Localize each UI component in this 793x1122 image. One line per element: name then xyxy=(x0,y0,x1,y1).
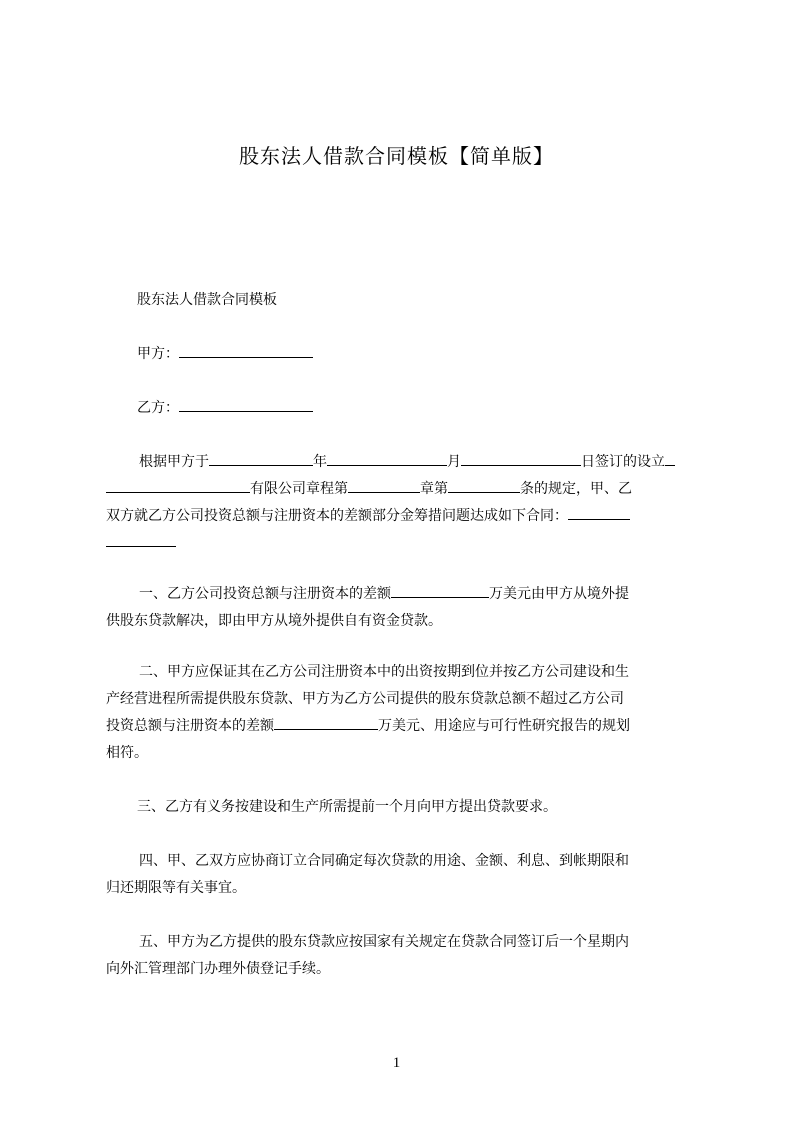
document-title: 股东法人借款合同模板【简单版】 xyxy=(239,144,554,168)
clause-2-line-4: 相符。 xyxy=(106,745,148,761)
intro-text-month: 月 xyxy=(447,454,461,470)
intro-line-1 xyxy=(106,451,735,473)
article-blank xyxy=(448,478,520,493)
clause-1-line-1 xyxy=(106,583,735,605)
day-blank xyxy=(461,451,581,466)
clause-1-text-a: 一、乙方公司投资总额与注册资本的差额 xyxy=(139,586,391,602)
intro-text-company: 有限公司章程第 xyxy=(250,481,348,497)
clause-2-line-3 xyxy=(106,715,702,737)
clause-1-amount-blank xyxy=(391,583,489,598)
party-a-label: 甲方： xyxy=(137,346,179,362)
intro-text-1: 根据甲方于 xyxy=(139,454,209,470)
chapter-blank xyxy=(348,478,420,493)
party-b-line xyxy=(106,397,733,419)
clause-2-amount-blank xyxy=(274,715,378,730)
intro-text-article: 条的规定，甲、乙 xyxy=(520,481,632,497)
company-blank xyxy=(106,478,250,493)
year-blank xyxy=(209,451,313,466)
month-blank xyxy=(327,451,447,466)
party-b-label: 乙方： xyxy=(137,400,179,416)
subtitle: 股东法人借款合同模板 xyxy=(137,292,277,308)
clause-4-line-1: 四、甲、乙双方应协商订立合同确定每次贷款的用途、金额、利息、到帐期限和 xyxy=(139,853,629,869)
clause-3: 三、乙方有义务按建设和生产所需提前一个月向甲方提出贷款要求。 xyxy=(137,799,557,815)
contract-blank-end xyxy=(568,505,630,520)
party-b-blank xyxy=(179,397,313,412)
clause-1-line-2: 供股东贷款解决，即由甲方从境外提供自有资金贷款。 xyxy=(106,613,442,629)
intro-line-3 xyxy=(106,505,702,527)
intro-text-year: 年 xyxy=(313,454,327,470)
company-blank-start xyxy=(665,451,675,466)
intro-text-day: 日签订的设立 xyxy=(581,454,665,470)
intro-text-chapter: 章第 xyxy=(420,481,448,497)
clause-2-text-d: 万美元、用途应与可行性研究报告的规划 xyxy=(378,718,630,734)
party-a-line xyxy=(106,343,733,365)
clause-2-line-1: 二、甲方应保证其在乙方公司注册资本中的出资按期到位并按乙方公司建设和生 xyxy=(139,664,629,680)
party-a-blank xyxy=(179,343,313,358)
clause-1-text-b: 万美元由甲方从境外提 xyxy=(489,586,629,602)
intro-line-2 xyxy=(106,478,702,500)
clause-2-text-c: 投资总额与注册资本的差额 xyxy=(106,718,274,734)
intro-line-4 xyxy=(106,532,702,554)
intro-text-agreement: 双方就乙方公司投资总额与注册资本的差额部分金筹措问题达成如下合同： xyxy=(106,508,568,524)
clause-5-line-1: 五、甲方为乙方提供的股东贷款应按国家有关规定在贷款合同签订后一个星期内 xyxy=(139,934,629,950)
contract-blank-continued xyxy=(106,532,176,547)
page-number: 1 xyxy=(392,1055,401,1071)
clause-2-line-2: 产经营进程所需提供股东贷款、甲方为乙方公司提供的股东贷款总额不超过乙方公司 xyxy=(106,691,624,707)
clause-4-line-2: 归还期限等有关事宜。 xyxy=(106,880,246,896)
clause-5-line-2: 向外汇管理部门办理外债登记手续。 xyxy=(106,961,330,977)
